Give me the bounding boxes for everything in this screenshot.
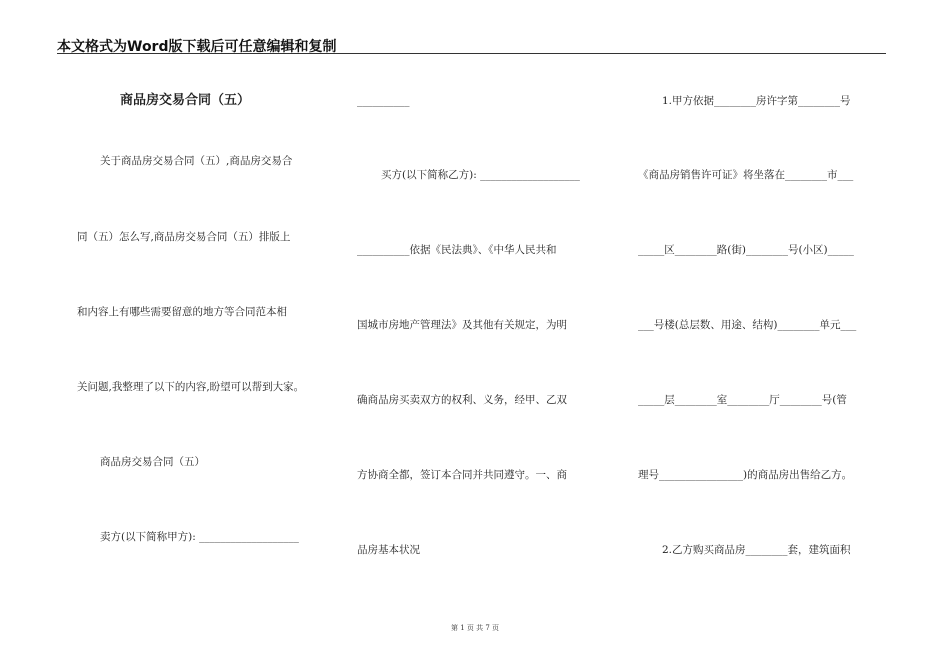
intro-line: 关于商品房交易合同（五）,商品房交易合 (100, 155, 293, 167)
intro-line: 关问题,我整理了以下的内容,盼望可以帮到大家。 (77, 381, 305, 393)
clause-line: ___号楼(总层数、用途、结构)________单元___ (638, 319, 857, 331)
clause-line: 1.甲方依据________房许字第________号 (662, 95, 851, 107)
clause-line: 理号________________)的商品房出售给乙方。 (638, 469, 853, 481)
header-divider (57, 53, 886, 54)
buyer-line: 买方(以下简称乙方): ___________________ (381, 169, 580, 181)
seller-line: 卖方(以下简称甲方): ___________________ (100, 531, 299, 543)
body-line: __________依据《民法典》、《中华人民共和 (357, 244, 557, 256)
body-line: 国城市房地产管理法》及其他有关规定，为明 (357, 319, 567, 331)
clause-line: 2.乙方购买商品房________套，建筑面积 (662, 544, 851, 556)
clause-line: _____区________路(街)________号(小区)_____ (638, 244, 854, 256)
intro-line: 同（五）怎么写,商品房交易合同（五）排版上 (77, 231, 291, 243)
intro-line: 和内容上有哪些需要留意的地方等合同范本相 (77, 306, 287, 318)
blank-line: __________ (357, 95, 410, 107)
document-banner: 本文格式为Word版下载后可任意编辑和复制 (57, 39, 337, 55)
body-line: 方协商全都，签订本合同并共同遵守。一、商 (357, 469, 567, 481)
clause-line: _____层________室________厅________号(管 (638, 394, 847, 406)
contract-title: 商品房交易合同（五） (120, 93, 251, 108)
body-line: 品房基本状况 (357, 544, 420, 556)
clause-line: 《商品房销售许可证》将坐落在________市___ (638, 169, 854, 181)
body-line: 确商品房买卖双方的权利、义务，经甲、乙双 (357, 394, 567, 406)
section-heading: 商品房交易合同（五） (100, 456, 205, 468)
page-number: 第 1 页 共 7 页 (450, 624, 500, 632)
